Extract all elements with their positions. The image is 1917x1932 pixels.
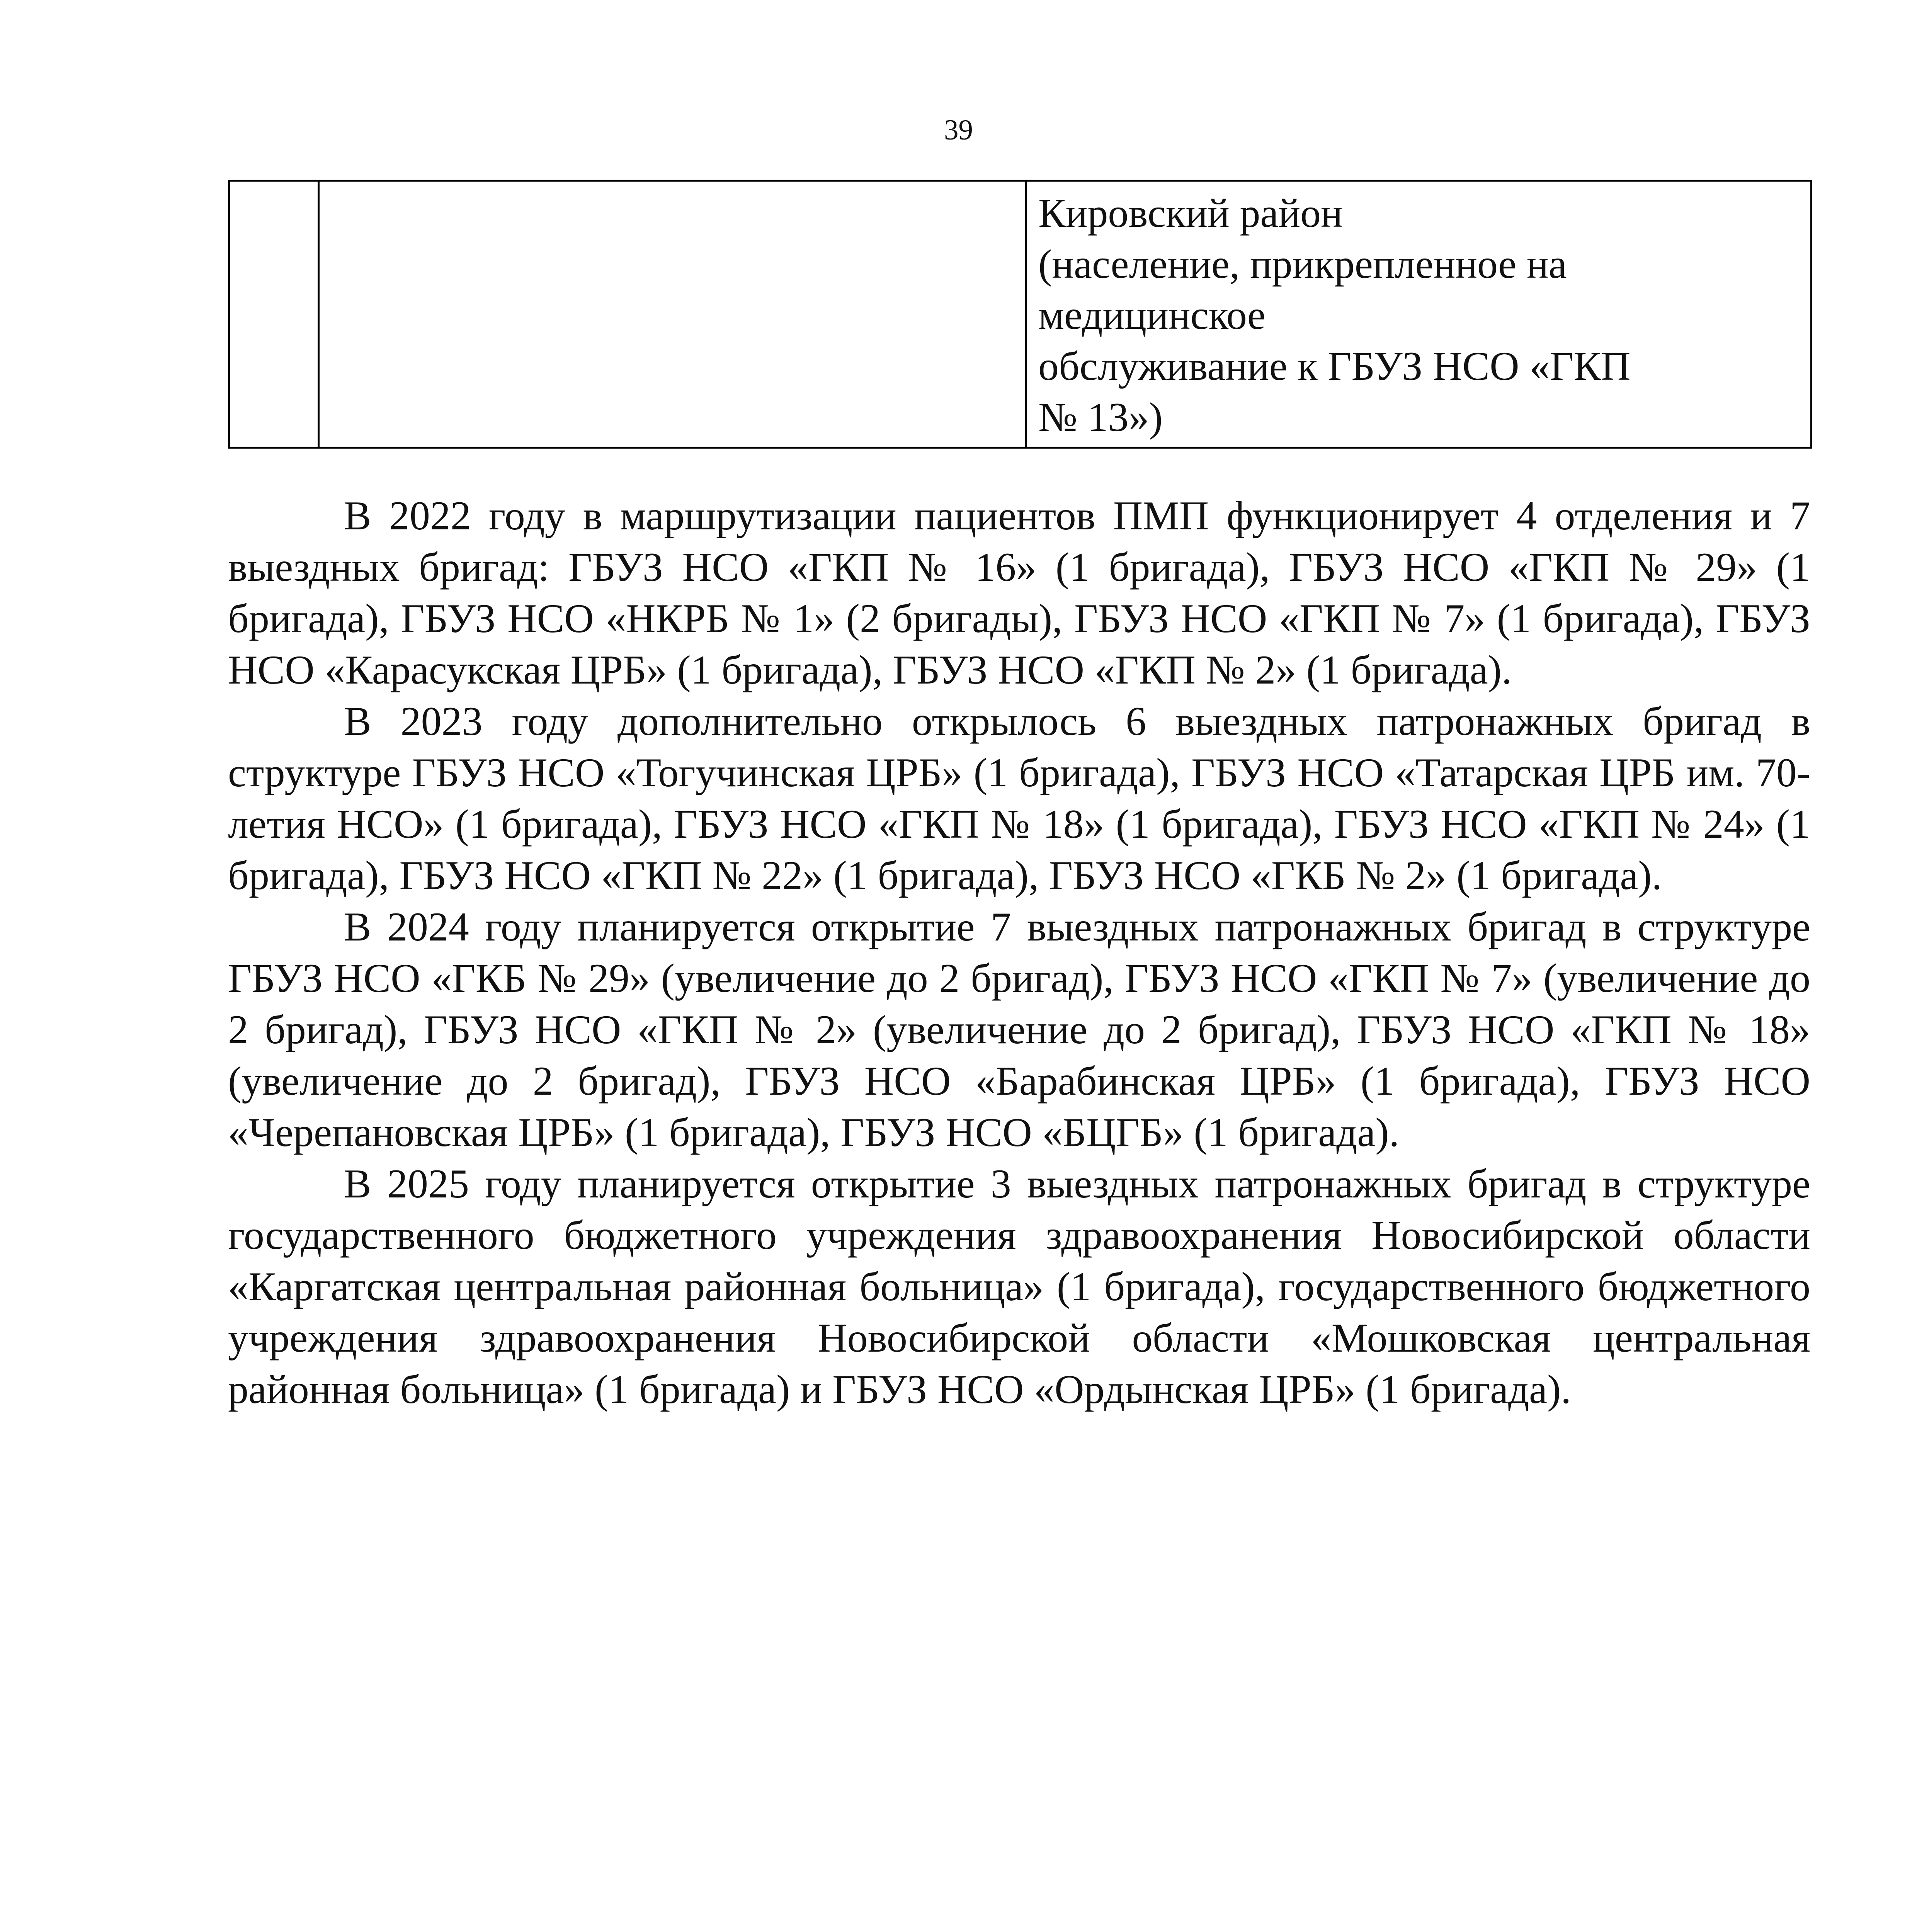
paragraph-2023: В 2023 году дополнительно открылось 6 выездных патронажных бригад в структуре ГБУЗ НСО «Тогучинская ЦРБ» (1 бригада), ГБУЗ НСО «Татарская ЦРБ им. 70-летия НСО» (1 бригада), ГБУЗ НСО «ГКП № 18» (1 бригада), ГБУЗ НСО «ГКП № 24» (1 бригада), ГБУЗ НСО «ГКП № 22» (1 бригада), ГБУЗ НСО «ГКБ № 2» (1 бригада).: [228, 699, 1810, 898]
paragraph-2022: В 2022 году в маршрутизации пациентов ПМП функционирует 4 отделения и 7 выездных бригад: ГБУЗ НСО «ГКП № 16» (1 бригада), ГБУЗ НСО «ГКП № 29» (1 бригада), ГБУЗ НСО «НКРБ № 1» (2 бригады), ГБУЗ НСО «ГКП № 7» (1 бригада), ГБУЗ НСО «Карасукская ЦРБ» (1 бригада), ГБУЗ НСО «ГКП № 2» (1 бригада).: [228, 493, 1810, 692]
paragraph-2025: В 2025 году планируется открытие 3 выездных патронажных бригад в структуре государственного бюджетного учреждения здравоохранения Новосибирской области «Каргатская центральная районная больница» (1 бригада), государственного бюджетного учреждения здравоохранения Новосибирской области «Мошковская центральная районная больница» (1 бригада) и ГБУЗ НСО «Ордынская ЦРБ» (1 бригада).: [228, 1161, 1810, 1412]
table-cell-territory: [1026, 181, 1812, 448]
continuation-table: [228, 180, 1812, 449]
table-row: [229, 181, 1812, 448]
table-cell-number: [229, 181, 319, 448]
paragraph-2024: В 2024 году планируется открытие 7 выездных патронажных бригад в структуре ГБУЗ НСО «ГКБ № 29» (увеличение до 2 бригад), ГБУЗ НСО «ГКП № 7» (увеличение до 2 бригад), ГБУЗ НСО «ГКП № 2» (увеличение до 2 бригад), ГБУЗ НСО «ГКП № 18» (увеличение до 2 бригад), ГБУЗ НСО «Барабинская ЦРБ» (1 бригада), ГБУЗ НСО «Черепановская ЦРБ» (1 бригада), ГБУЗ НСО «БЦГБ» (1 бригада).: [228, 904, 1810, 1155]
page-number: 39: [944, 114, 973, 146]
table-cell-organization: [319, 181, 1026, 448]
territory-text: Кировский район (население, прикрепленное на медицинское обслуживание к ГБУЗ НСО «ГКП № 13»): [1038, 190, 1631, 440]
body-text: [228, 490, 1810, 1415]
